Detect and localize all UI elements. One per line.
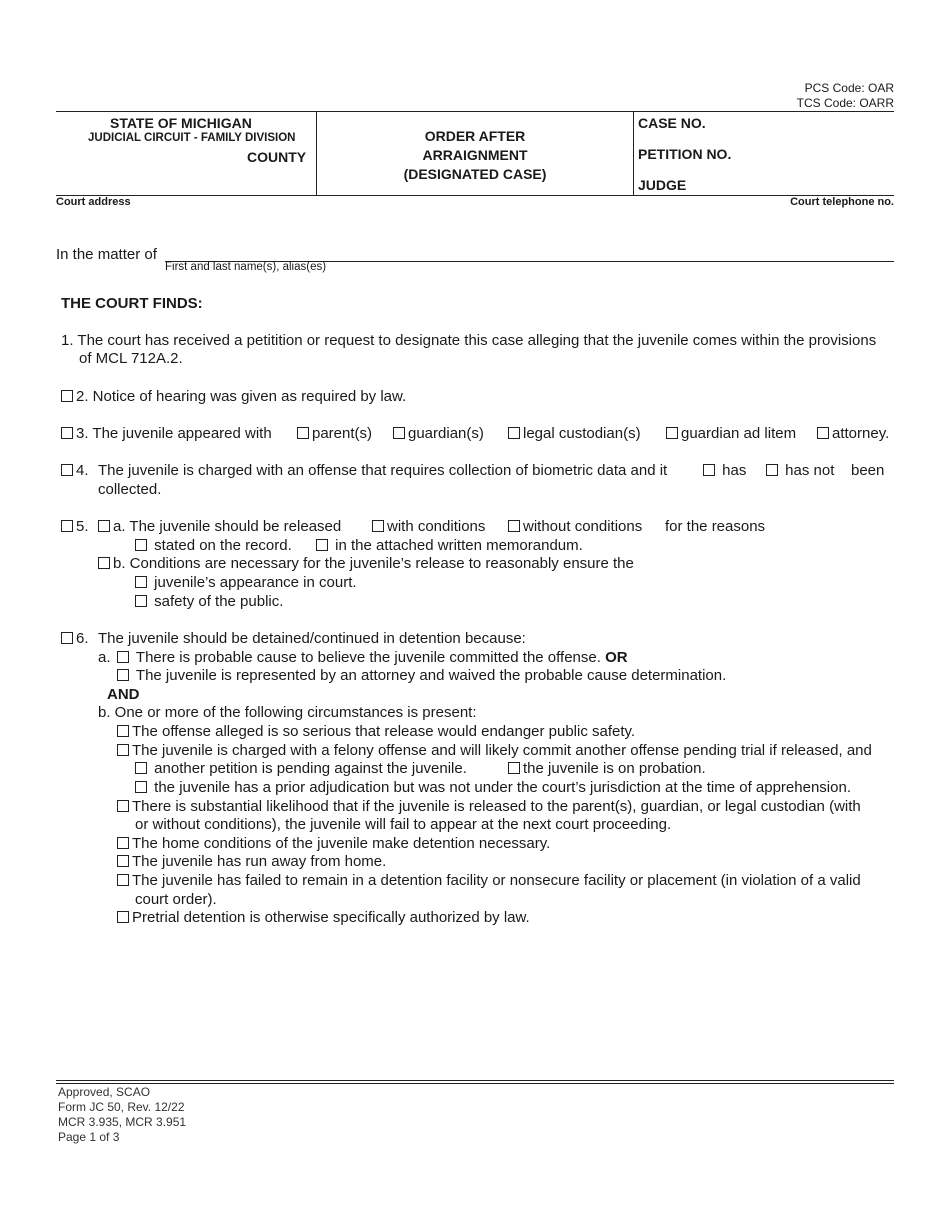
item5b-safety	[135, 593, 283, 611]
appearance-label: juvenile’s appearance in court.	[154, 574, 357, 591]
likely-fail-label: There is substantial likelihood that if the juvenile is released to the parent(s), guardian, or legal custodian (with	[132, 798, 861, 815]
item5-num: 5.	[76, 518, 89, 535]
item6b-runaway	[117, 853, 386, 871]
probable-cause-label: There is probable cause to believe the juvenile committed the offense.	[135, 649, 601, 666]
petition-pending-checkbox[interactable]	[135, 762, 147, 774]
item4-option-has	[703, 462, 746, 480]
item2-checkbox[interactable]	[61, 390, 73, 402]
has-not-label: has not	[785, 462, 835, 479]
parents-checkbox[interactable]	[297, 427, 309, 439]
item6-text: The juvenile should be detained/continued in detention because:	[98, 630, 526, 647]
felony-label: The juvenile is charged with a felony offense and will likely commit another offense pending trial if released, and	[132, 742, 872, 759]
custodians-label: legal custodian(s)	[523, 425, 641, 442]
state-name: STATE OF MICHIGAN	[110, 115, 252, 131]
item5a-without	[508, 518, 642, 536]
petition-no-label: PETITION NO.	[638, 146, 732, 162]
item5b-appearance	[135, 574, 357, 592]
item6a-waived	[117, 667, 726, 685]
item3-text: 3. The juvenile appeared with	[76, 425, 272, 442]
pretrial-label: Pretrial detention is otherwise specifically authorized by law.	[132, 909, 530, 926]
item6b-felony	[117, 742, 872, 760]
gal-label: guardian ad litem	[681, 425, 797, 442]
facility-checkbox[interactable]	[117, 874, 129, 886]
safety-label: safety of the public.	[154, 593, 284, 610]
danger-checkbox[interactable]	[117, 725, 129, 737]
home-conditions-label: The home conditions of the juvenile make detention necessary.	[132, 835, 551, 852]
item3-checkbox[interactable]	[61, 427, 73, 439]
custodians-checkbox[interactable]	[508, 427, 520, 439]
felony-checkbox[interactable]	[117, 744, 129, 756]
petition-pending-label: another petition is pending against the juvenile.	[154, 760, 467, 777]
item4-row	[61, 462, 89, 480]
item5a-with	[372, 518, 485, 536]
danger-label: The offense alleged is so serious that release would endanger public safety.	[132, 723, 636, 740]
header-top-rule	[56, 111, 894, 112]
footer-rule-2	[56, 1083, 894, 1084]
prior-adjudication-label: the juvenile has a prior adjudication but was not under the court’s jurisdiction at the time of apprehension.	[154, 779, 851, 796]
item5a-text: a. The juvenile should be released	[113, 518, 342, 535]
footer-rule-1	[56, 1080, 894, 1081]
footer-mcr: MCR 3.935, MCR 3.951	[58, 1115, 187, 1129]
circuit-label: JUDICIAL CIRCUIT - FAMILY DIVISION	[88, 132, 296, 144]
item5a-record	[135, 537, 292, 555]
form-title	[317, 127, 633, 184]
item4-line2: collected.	[98, 481, 162, 498]
item3-option-gal	[666, 425, 796, 443]
gal-checkbox[interactable]	[666, 427, 678, 439]
form-codes	[797, 81, 894, 111]
item4-option-has-not	[766, 462, 834, 480]
guardians-label: guardian(s)	[408, 425, 484, 442]
on-record-checkbox[interactable]	[135, 539, 147, 551]
on-record-label: stated on the record.	[154, 537, 292, 554]
without-conditions-checkbox[interactable]	[508, 520, 520, 532]
footer-info	[58, 1085, 186, 1145]
item6-row	[61, 630, 89, 648]
runaway-checkbox[interactable]	[117, 855, 129, 867]
header-bottom-rule	[56, 195, 894, 196]
item5b-text: b. Conditions are necessary for the juvenile’s release to reasonably ensure the	[113, 555, 634, 572]
facility-label: The juvenile has failed to remain in a detention facility or nonsecure facility or placement (in violation of a valid	[132, 872, 861, 889]
probation-checkbox[interactable]	[508, 762, 520, 774]
item3-option-guardians	[393, 425, 484, 443]
with-conditions-checkbox[interactable]	[372, 520, 384, 532]
item3-option-parents	[297, 425, 372, 443]
court-address-label: Court address	[56, 196, 131, 208]
court-telephone-label: Court telephone no.	[790, 196, 894, 208]
form-title-line2: ARRAIGNMENT	[422, 147, 528, 163]
item4-checkbox[interactable]	[61, 464, 73, 476]
item6b-pretrial	[117, 909, 530, 927]
matter-label: In the matter of	[56, 246, 157, 263]
prior-adjudication-checkbox[interactable]	[135, 781, 147, 793]
item5a-memo	[316, 537, 583, 555]
item6b-petition	[135, 760, 467, 778]
attorney-label: attorney.	[832, 425, 890, 442]
item6b-text: b. One or more of the following circumstances is present:	[98, 704, 477, 721]
waived-label: The juvenile is represented by an attorney and waived the probable cause determination.	[135, 667, 727, 684]
item6b-likely-line2: or without conditions), the juvenile will fail to appear at the next court proceeding.	[135, 816, 672, 833]
has-checkbox[interactable]	[703, 464, 715, 476]
footer-form-number: Form JC 50, Rev. 12/22	[58, 1100, 185, 1114]
or-label: OR	[605, 649, 628, 666]
memo-checkbox[interactable]	[316, 539, 328, 551]
item6b-probation	[508, 760, 706, 778]
form-title-line1: ORDER AFTER	[424, 128, 526, 144]
item6-checkbox[interactable]	[61, 632, 73, 644]
item5b-row	[98, 555, 634, 573]
with-conditions-label: with conditions	[387, 518, 486, 535]
item6b-facility-line2: court order).	[135, 891, 217, 908]
memo-label: in the attached written memorandum.	[335, 537, 583, 554]
item6-num: 6.	[76, 630, 89, 647]
item1-line1: 1. The court has received a petitition or request to designate this case alleging that the juvenile comes within the provisions	[61, 332, 877, 349]
case-no-label: CASE NO.	[638, 115, 706, 131]
item4-text: The juvenile is charged with an offense that requires collection of biometric data and it	[98, 462, 668, 479]
item6a-probable	[117, 649, 628, 667]
item5-checkbox[interactable]	[61, 520, 73, 532]
county-label: COUNTY	[247, 149, 307, 165]
item5a-reasons: for the reasons	[665, 518, 766, 535]
item6b-likely	[117, 798, 861, 816]
item2-row	[61, 388, 406, 406]
runaway-label: The juvenile has run away from home.	[132, 853, 387, 870]
footer-page-number: Page 1 of 3	[58, 1130, 120, 1144]
probation-label: the juvenile is on probation.	[523, 760, 706, 777]
item3-row	[61, 425, 272, 443]
item6b-home	[117, 835, 550, 853]
has-not-checkbox[interactable]	[766, 464, 778, 476]
parents-label: parent(s)	[312, 425, 373, 442]
item6b-danger	[117, 723, 635, 741]
tcs-code: TCS Code: OARR	[796, 96, 894, 110]
waived-checkbox[interactable]	[117, 669, 129, 681]
judge-label: JUDGE	[638, 177, 687, 193]
item6b-prior	[135, 779, 851, 797]
matter-caption: First and last name(s), alias(es)	[165, 261, 327, 273]
item4-num: 4.	[76, 462, 89, 479]
home-conditions-checkbox[interactable]	[117, 837, 129, 849]
item6a-label: a.	[98, 649, 111, 666]
findings-heading: THE COURT FINDS:	[61, 295, 203, 312]
appearance-checkbox[interactable]	[135, 576, 147, 588]
safety-checkbox[interactable]	[135, 595, 147, 607]
and-label: AND	[107, 686, 140, 703]
pretrial-checkbox[interactable]	[117, 911, 129, 923]
pcs-code: PCS Code: OAR	[804, 81, 894, 95]
likely-fail-checkbox[interactable]	[117, 800, 129, 812]
item5a-row	[98, 518, 341, 536]
footer-approved: Approved, SCAO	[58, 1085, 151, 1099]
item3-option-custodians	[508, 425, 641, 443]
item5-row	[61, 518, 89, 536]
attorney-checkbox[interactable]	[817, 427, 829, 439]
item1-line2: of MCL 712A.2.	[79, 350, 183, 367]
item3-option-attorney	[817, 425, 889, 443]
has-label: has	[722, 462, 747, 479]
item5b-checkbox[interactable]	[98, 557, 110, 569]
item2-text: 2. Notice of hearing was given as required by law.	[76, 388, 407, 405]
without-conditions-label: without conditions	[523, 518, 643, 535]
item4-been: been	[851, 462, 885, 479]
guardians-checkbox[interactable]	[393, 427, 405, 439]
probable-cause-checkbox[interactable]	[117, 651, 129, 663]
header-divider-right	[633, 111, 634, 196]
item6b-facility	[117, 872, 861, 890]
item5a-checkbox[interactable]	[98, 520, 110, 532]
form-title-line3: (DESIGNATED CASE)	[403, 166, 547, 182]
